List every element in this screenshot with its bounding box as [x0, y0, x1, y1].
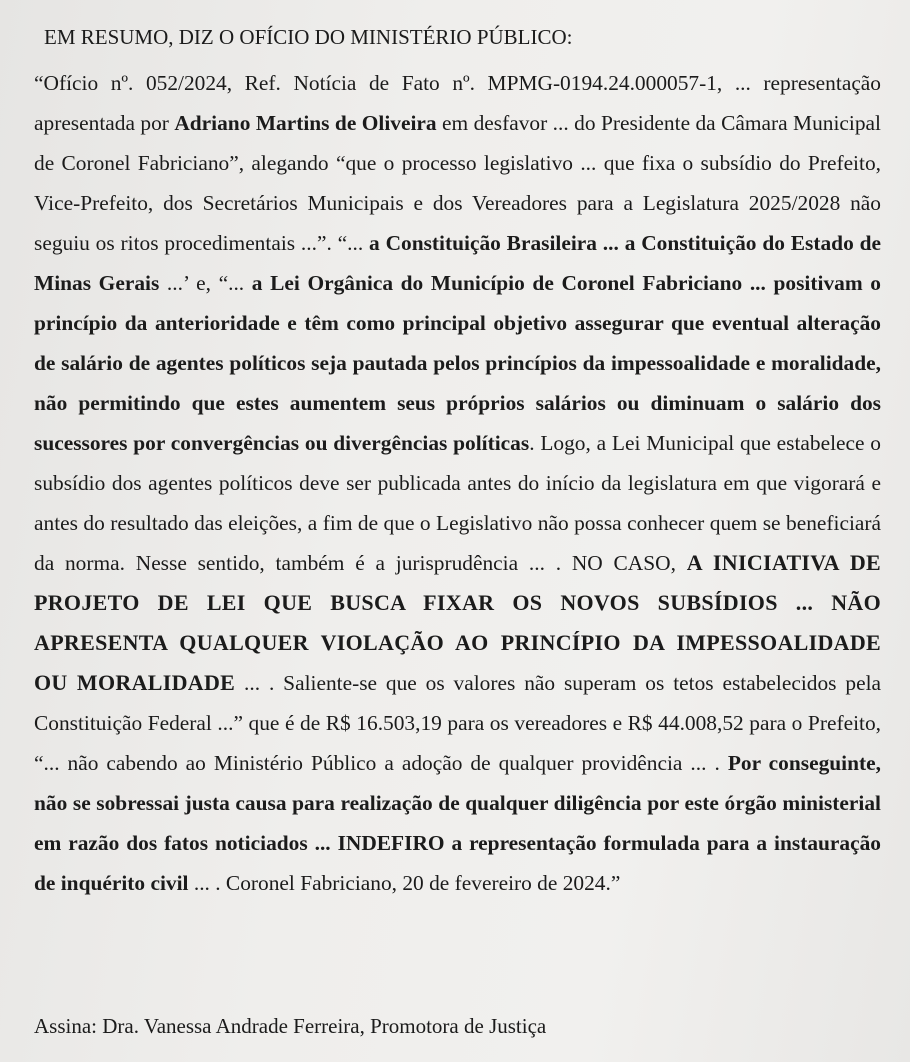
- body-segment: ...’ e, “...: [159, 271, 252, 295]
- body-segment: . Logo, a Lei Municipal que estabelece o subsídio dos agentes políticos deve ser publicada antes do início da legislatura em que vigorará e antes do resultado das eleições, a fim de que o Legislativo não possa conhecer quem se beneficiará da norma. Nesse sentido, também é a jurisprudência ... . NO CASO,: [34, 431, 882, 575]
- document-heading: EM RESUMO, DIZ O OFÍCIO DO MINISTÉRIO PÚBLICO:: [44, 25, 573, 49]
- body-segment-bold: Adriano Martins de Oliveira: [174, 111, 437, 135]
- body-segment: ... . Saliente-se que os valores não superam os tetos estabelecidos pela Constituição Federal ...” que é de R$ 16.503,19 para os vereadores e R$ 44.008,52 para o Prefeito, “... não cabendo ao Ministério Público a adoção de qualquer providência ... .: [34, 671, 882, 775]
- body-segment: em desfavor ... do Presidente da Câmara Municipal de Coronel Fabriciano”, alegando “que o processo legislativo ... que fixa o subsídio do Prefeito, Vice-Prefeito, dos Secretários Municipais e dos Vereadores para a Legislatura 2025/2028 não seguiu os ritos procedimentais ...”. “...: [34, 111, 881, 255]
- body-segment-bold: Por conseguinte, não se sobressai justa causa para realização de qualquer diligência por este órgão ministerial em razão dos fatos noticiados ... INDEFIRO a representação formulada para a instauração de inquérito civil: [34, 751, 881, 895]
- body-segment-bold: a Lei Orgânica do Município de Coronel Fabriciano ... positivam o princípio da anterioridade e têm como principal objetivo assegurar que eventual alteração de salário de agentes políticos seja pautada pelos princípios da impessoalidade e moralidade, não permitindo que estes aumentem seus próprios salários ou diminuam o salário dos sucessores por convergências ou divergências políticas: [34, 271, 881, 455]
- body-segment-bold: a Constituição Brasileira ... a Constituição do Estado de Minas Gerais: [34, 231, 881, 295]
- document-body: [34, 63, 881, 903]
- body-segment: “Ofício nº. 052/2024, Ref. Notícia de Fato nº. MPMG-0194.24.000057-1, ... representação apresentada por: [34, 71, 881, 135]
- body-segment-bold-caps: A INICIATIVA DE PROJETO DE LEI QUE BUSCA FIXAR OS NOVOS SUBSÍDIOS ... NÃO APRESENTA QUALQUER VIOLAÇÃO AO PRINCÍPIO DA IMPESSOALIDADE OU MORALIDADE: [34, 550, 881, 695]
- body-segment: ... . Coronel Fabriciano, 20 de fevereiro de 2024.”: [188, 871, 621, 895]
- document-signature: Assina: Dra. Vanessa Andrade Ferreira, Promotora de Justiça: [34, 1014, 547, 1038]
